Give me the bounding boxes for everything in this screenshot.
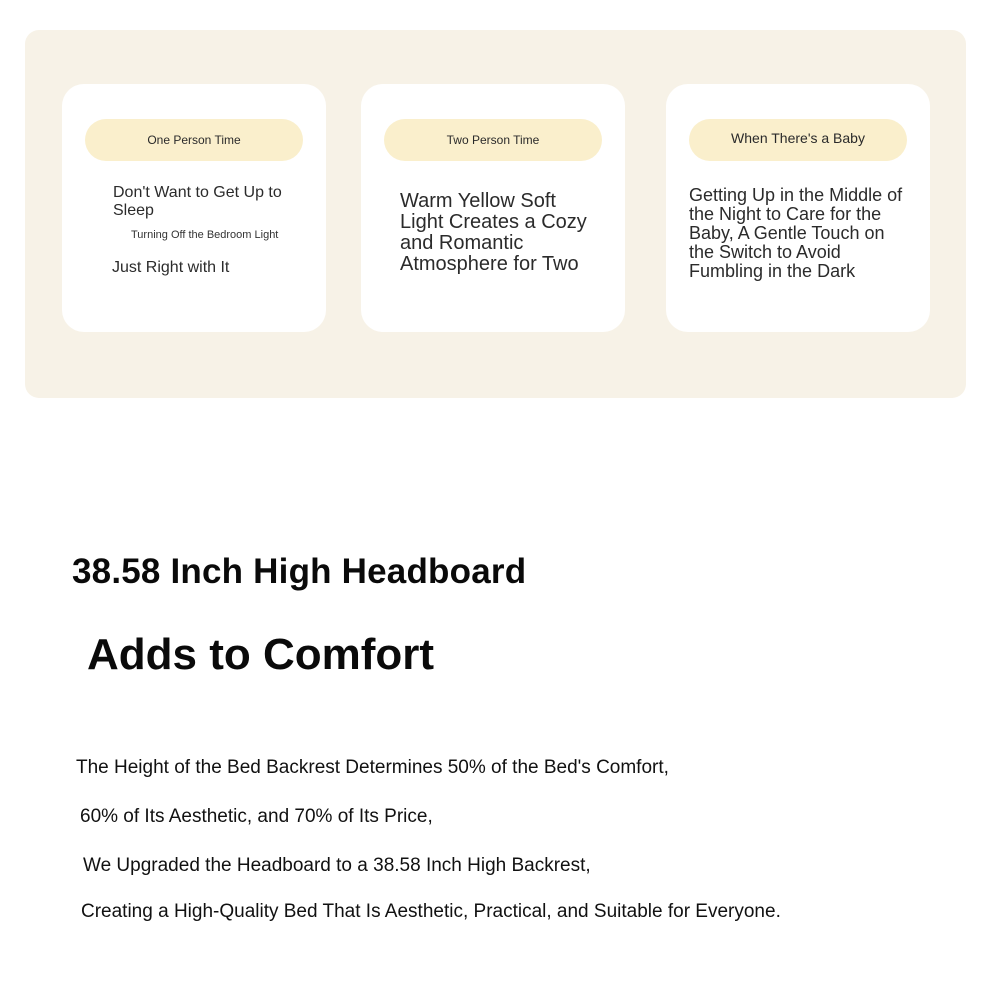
scenario-card-two-person [361, 84, 625, 332]
scenario-text-line: Just Right with It [112, 259, 230, 276]
section-subheading: Adds to Comfort [87, 630, 435, 679]
scenario-card-baby [666, 84, 930, 332]
body-text-line: 60% of Its Aesthetic, and 70% of Its Price, [80, 806, 433, 827]
scenario-card-one-person [62, 84, 326, 332]
scenario-text: Getting Up in the Middle of the Night to Care for the Baby, A Gentle Touch on the Switch to Avoid Fumbling in the Dark [689, 185, 903, 281]
scenario-text-line: Don't Want to Get Up to Sleep [113, 184, 282, 219]
body-text-line: The Height of the Bed Backrest Determines 50% of the Bed's Comfort, [76, 757, 669, 778]
scenario-pill-label: One Person Time [85, 119, 303, 161]
scenario-text: Warm Yellow Soft Light Creates a Cozy and Romantic Atmosphere for Two [400, 190, 587, 275]
section-heading: 38.58 Inch High Headboard [72, 552, 527, 591]
scenario-pill-label: When There's a Baby [689, 119, 907, 161]
body-text-line: Creating a High-Quality Bed That Is Aesthetic, Practical, and Suitable for Everyone. [81, 901, 781, 922]
scenario-pill-label: Two Person Time [384, 119, 602, 161]
scenario-text-line: Turning Off the Bedroom Light [131, 229, 279, 241]
body-text-line: We Upgraded the Headboard to a 38.58 Inch High Backrest, [83, 855, 591, 876]
